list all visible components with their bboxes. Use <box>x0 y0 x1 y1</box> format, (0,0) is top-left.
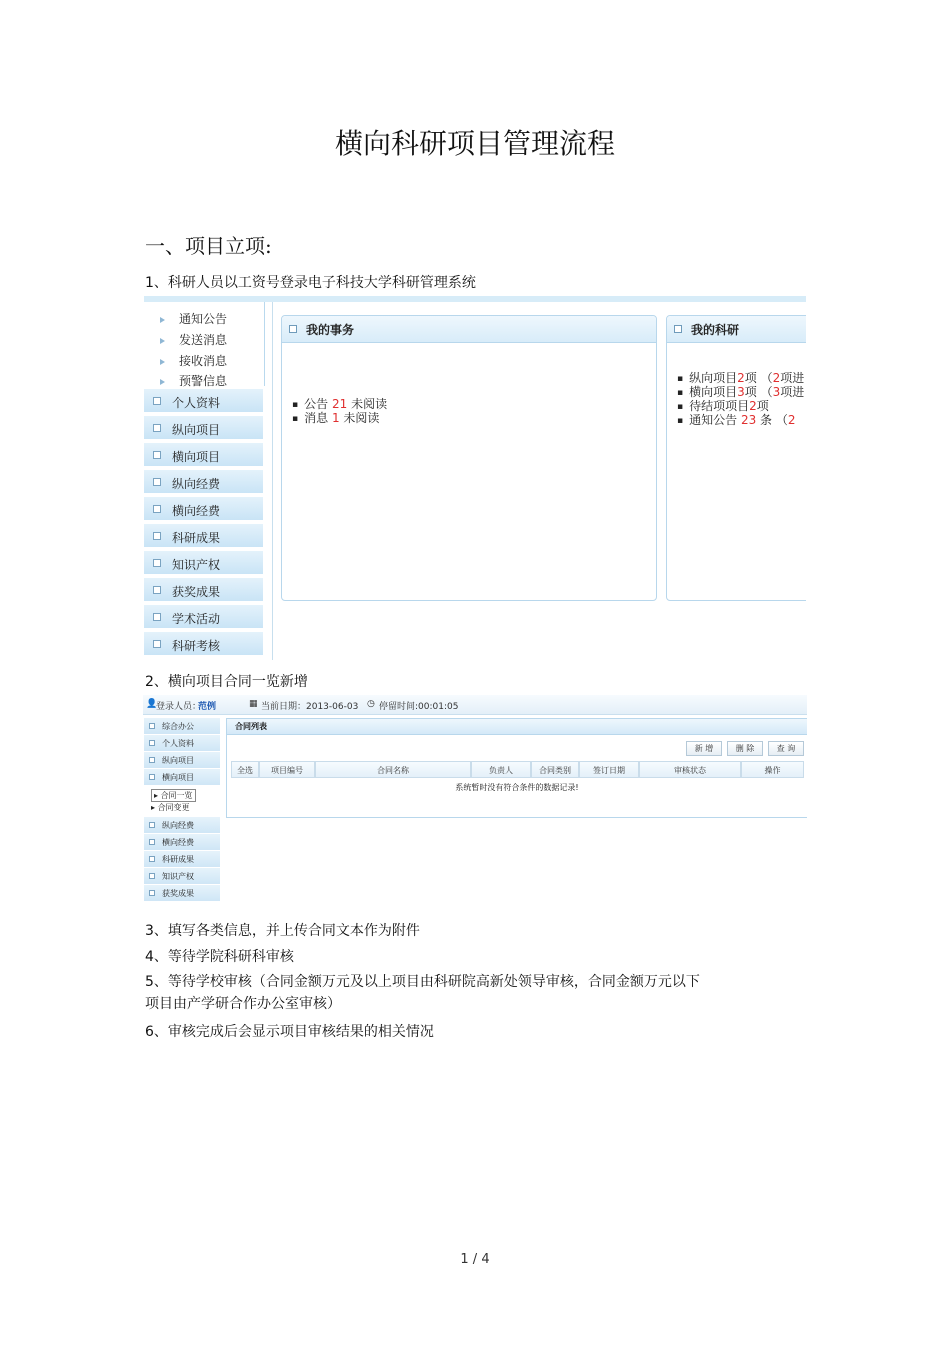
submenu-item[interactable]: 接收消息 <box>160 352 227 369</box>
step-6: 6、审核完成后会显示项目审核结果的相关情况 <box>145 1024 434 1040</box>
nav-item[interactable]: 纵向项目 <box>144 416 263 441</box>
arrow-icon <box>160 338 165 344</box>
square-icon <box>153 451 161 459</box>
divider <box>272 302 273 660</box>
nav-item[interactable]: 纵向项目 <box>144 752 220 769</box>
square-icon <box>149 839 155 845</box>
list-item[interactable]: ▪ 横向项目3项 （3项进 <box>677 383 804 400</box>
square-icon <box>153 532 161 540</box>
nav-item[interactable]: 科研成果 <box>144 524 263 549</box>
calendar-icon: ▦ <box>249 699 258 709</box>
step-5: 5、等待学校审核（合同金额万元及以上项目由科研院高新处领导审核，合同金额万元以下 <box>145 974 700 990</box>
panel-title: 我的科研 <box>691 323 740 337</box>
user-icon: 👤 <box>146 699 158 709</box>
column-header[interactable]: 全选 <box>231 761 259 778</box>
clock-icon: ◷ <box>367 699 375 709</box>
status-bar <box>143 695 807 715</box>
column-header: 合同名称 <box>315 761 471 778</box>
step-1: 1、科研人员以工资号登录电子科技大学科研管理系统 <box>145 275 476 291</box>
arrow-icon <box>160 379 165 385</box>
nav-item[interactable]: 科研考核 <box>144 632 263 657</box>
nav-item[interactable]: 横向经费 <box>144 834 220 851</box>
square-icon <box>674 325 682 333</box>
step-2: 2、横向项目合同一览新增 <box>145 674 308 690</box>
current-date: 当前日期：2013-06-03 <box>261 702 359 712</box>
list-item[interactable]: ▪ 消息 1 未阅读 <box>292 409 379 426</box>
nav-item[interactable]: 个人资料 <box>144 735 220 752</box>
square-icon <box>289 325 297 333</box>
nav-item[interactable]: 综合办公 <box>144 718 220 735</box>
nav-item[interactable]: 横向项目 <box>144 443 263 468</box>
step-4: 4、等待学院科研科审核 <box>145 949 294 965</box>
step-3: 3、填写各类信息，并上传合同文本作为附件 <box>145 923 420 939</box>
add-button[interactable]: 新 增 <box>686 741 722 756</box>
square-icon <box>153 397 161 405</box>
square-icon <box>149 856 155 862</box>
square-icon <box>149 723 155 729</box>
square-icon <box>149 822 155 828</box>
arrow-icon <box>160 359 165 365</box>
contract-list-panel <box>226 718 807 818</box>
my-affairs-panel <box>281 315 657 601</box>
panel-title: 我的事务 <box>306 323 355 337</box>
page-title: 横向科研项目管理流程 <box>334 127 615 160</box>
list-item[interactable]: ▪ 待结项项目2项 <box>677 397 769 414</box>
notice-submenu <box>144 302 265 386</box>
sub-item-contract-list[interactable]: ▸ 合同一览 <box>151 789 196 802</box>
screenshot-system-home <box>144 296 806 660</box>
square-icon <box>149 873 155 879</box>
square-icon <box>153 559 161 567</box>
square-icon <box>153 505 161 513</box>
nav-item[interactable]: 纵向经费 <box>144 470 263 495</box>
column-header: 合同类别 <box>531 761 579 778</box>
nav-item[interactable]: 学术活动 <box>144 605 263 630</box>
column-header: 负责人 <box>471 761 531 778</box>
square-icon <box>153 586 161 594</box>
submenu-item[interactable]: 预警信息 <box>160 372 227 389</box>
arrow-icon <box>160 317 165 323</box>
submenu-item[interactable]: 通知公告 <box>160 310 227 327</box>
list-item[interactable]: ▪ 纵向项目2项 （2项进 <box>677 369 804 386</box>
column-header: 操作 <box>741 761 804 778</box>
square-icon <box>149 757 155 763</box>
nav-item[interactable]: 知识产权 <box>144 551 263 576</box>
panel-title: 合同列表 <box>227 719 807 735</box>
page-number: 1 / 4 <box>460 1252 490 1267</box>
sub-item-contract-change[interactable]: ▸ 合同变更 <box>151 803 190 812</box>
section-heading: 一、项目立项: <box>145 234 272 258</box>
submenu-item[interactable]: 发送消息 <box>160 331 227 348</box>
nav-item[interactable]: 科研成果 <box>144 851 220 868</box>
column-header: 签订日期 <box>579 761 639 778</box>
nav-item[interactable]: 横向项目 <box>144 769 220 786</box>
empty-message: 系统暂时没有符合条件的数据记录! <box>455 783 579 792</box>
square-icon <box>149 774 155 780</box>
screenshot-contract-list <box>143 695 807 906</box>
square-icon <box>153 613 161 621</box>
square-icon <box>153 478 161 486</box>
nav-item[interactable]: 纵向经费 <box>144 817 220 834</box>
list-item[interactable]: ▪ 公告 21 未阅读 <box>292 395 387 412</box>
my-research-panel <box>666 315 806 601</box>
stay-time: 停留时间:00:01:05 <box>379 702 459 712</box>
nav-item[interactable]: 横向经费 <box>144 497 263 522</box>
login-user[interactable]: 范例 <box>198 702 217 712</box>
delete-button[interactable]: 删 除 <box>727 741 763 756</box>
square-icon <box>153 640 161 648</box>
step-5-cont: 项目由产学研合作办公室审核） <box>145 996 341 1012</box>
list-item[interactable]: ▪ 通知公告 23 条 （2 <box>677 411 796 428</box>
column-header: 审核状态 <box>639 761 741 778</box>
login-label: 登录人员： <box>156 702 202 712</box>
nav-item[interactable]: 获奖成果 <box>144 578 263 603</box>
column-header: 项目编号 <box>259 761 315 778</box>
nav-item[interactable]: 知识产权 <box>144 868 220 885</box>
search-button[interactable]: 查 询 <box>768 741 804 756</box>
square-icon <box>153 424 161 432</box>
nav-item[interactable]: 获奖成果 <box>144 885 220 902</box>
nav-item[interactable]: 个人资料 <box>144 389 263 414</box>
square-icon <box>149 890 155 896</box>
square-icon <box>149 740 155 746</box>
